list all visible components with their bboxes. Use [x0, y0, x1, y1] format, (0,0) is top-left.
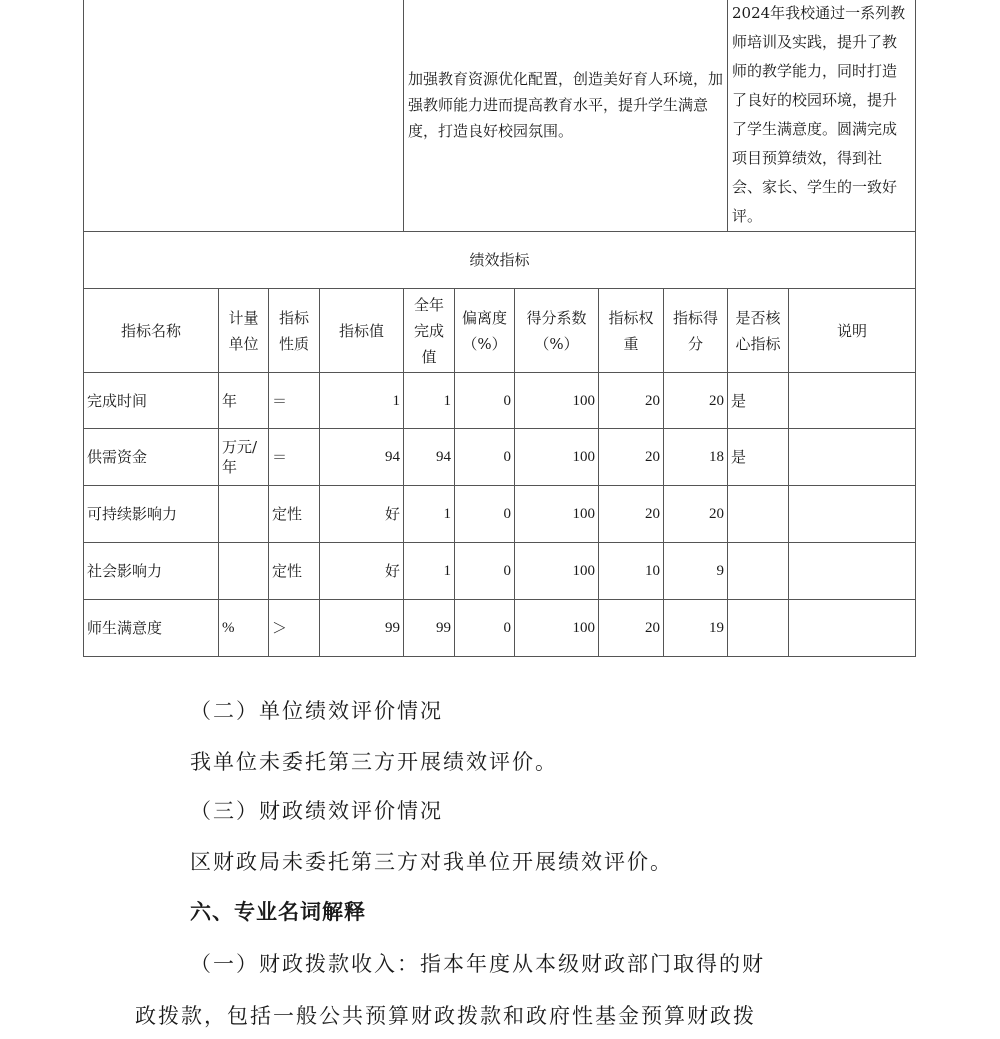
- cell-note: [789, 486, 916, 543]
- table-row: [84, 600, 916, 657]
- cell-target: 好: [320, 486, 404, 543]
- cell-deviation: 0: [455, 373, 515, 429]
- cell-deviation: 0: [455, 543, 515, 600]
- cell-name: 完成时间: [84, 373, 219, 429]
- cell-core: 是: [728, 373, 789, 429]
- column-header: 偏离度（%）: [455, 289, 515, 373]
- cell-target: 1: [320, 373, 404, 429]
- cell-core: [728, 600, 789, 657]
- cell-actual: 99: [404, 600, 455, 657]
- cell-coef: 100: [515, 600, 599, 657]
- cell-weight: 10: [599, 543, 664, 600]
- cell-nature: ＝: [269, 429, 320, 486]
- column-header: 指标名称: [84, 289, 219, 373]
- heading-unit-evaluation: （二）单位绩效评价情况: [190, 699, 443, 723]
- cell-name: 师生满意度: [84, 600, 219, 657]
- cell-note: [789, 543, 916, 600]
- paragraph-unit-evaluation: 我单位未委托第三方开展绩效评价。: [190, 750, 558, 774]
- column-header: 指标权重: [599, 289, 664, 373]
- performance-table: [83, 0, 916, 657]
- cell-note: [789, 373, 916, 429]
- heading-terms: 六、专业名词解释: [190, 900, 366, 924]
- cell-actual: 94: [404, 429, 455, 486]
- cell-weight: 20: [599, 373, 664, 429]
- cell-deviation: 0: [455, 429, 515, 486]
- cell-deviation: 0: [455, 486, 515, 543]
- cell-unit: [219, 486, 269, 543]
- term-definition-line-2: 政拨款，包括一般公共预算财政拨款和政府性基金预算财政拨: [135, 1004, 756, 1028]
- cell-unit: %: [219, 600, 269, 657]
- table-row: [84, 373, 916, 429]
- column-header: 指标值: [320, 289, 404, 373]
- cell-coef: 100: [515, 373, 599, 429]
- cell-score: 18: [664, 429, 728, 486]
- cell-coef: 100: [515, 543, 599, 600]
- section-row: [84, 232, 916, 289]
- cell-unit: 万元/年: [219, 429, 269, 486]
- empty-cell: [84, 0, 404, 232]
- cell-note: [789, 429, 916, 486]
- column-header: 指标得分: [664, 289, 728, 373]
- column-header: 是否核心指标: [728, 289, 789, 373]
- goal-text: 加强教育资源优化配置，创造美好育人环境，加强教师能力进而提高教育水平，提升学生满意度，打造良好校园氛围。: [404, 0, 728, 232]
- column-header: 说明: [789, 289, 916, 373]
- section-title: 绩效指标: [84, 232, 916, 289]
- cell-coef: 100: [515, 486, 599, 543]
- cell-nature: 定性: [269, 486, 320, 543]
- cell-nature: 定性: [269, 543, 320, 600]
- cell-score: 20: [664, 486, 728, 543]
- cell-note: [789, 600, 916, 657]
- cell-core: 是: [728, 429, 789, 486]
- cell-nature: ＝: [269, 373, 320, 429]
- cell-unit: 年: [219, 373, 269, 429]
- cell-weight: 20: [599, 486, 664, 543]
- table-row: [84, 543, 916, 600]
- column-header: 指标性质: [269, 289, 320, 373]
- cell-score: 19: [664, 600, 728, 657]
- cell-weight: 20: [599, 429, 664, 486]
- table-row: [84, 429, 916, 486]
- cell-deviation: 0: [455, 600, 515, 657]
- cell-target: 好: [320, 543, 404, 600]
- cell-unit: [219, 543, 269, 600]
- cell-target: 99: [320, 600, 404, 657]
- cell-actual: 1: [404, 373, 455, 429]
- cell-actual: 1: [404, 486, 455, 543]
- term-definition-line-1: （一）财政拨款收入：指本年度从本级财政部门取得的财: [190, 952, 765, 976]
- column-header: 计量单位: [219, 289, 269, 373]
- cell-target: 94: [320, 429, 404, 486]
- heading-finance-evaluation: （三）财政绩效评价情况: [190, 799, 443, 823]
- column-header: 全年完成值: [404, 289, 455, 373]
- cell-score: 20: [664, 373, 728, 429]
- cell-name: 供需资金: [84, 429, 219, 486]
- cell-nature: ＞: [269, 600, 320, 657]
- header-row: [84, 289, 916, 373]
- cell-core: [728, 486, 789, 543]
- cell-weight: 20: [599, 600, 664, 657]
- result-text: 2024年我校通过一系列教师培训及实践，提升了教师的教学能力，同时打造了良好的校园环境，提升了学生满意度。圆满完成项目预算绩效，得到社会、家长、学生的一致好评。: [728, 0, 916, 232]
- cell-actual: 1: [404, 543, 455, 600]
- column-header: 得分系数（%）: [515, 289, 599, 373]
- table-row: [84, 486, 916, 543]
- paragraph-finance-evaluation: 区财政局未委托第三方对我单位开展绩效评价。: [190, 850, 673, 874]
- cell-name: 可持续影响力: [84, 486, 219, 543]
- cell-name: 社会影响力: [84, 543, 219, 600]
- goal-row: [84, 0, 916, 232]
- cell-core: [728, 543, 789, 600]
- cell-score: 9: [664, 543, 728, 600]
- cell-coef: 100: [515, 429, 599, 486]
